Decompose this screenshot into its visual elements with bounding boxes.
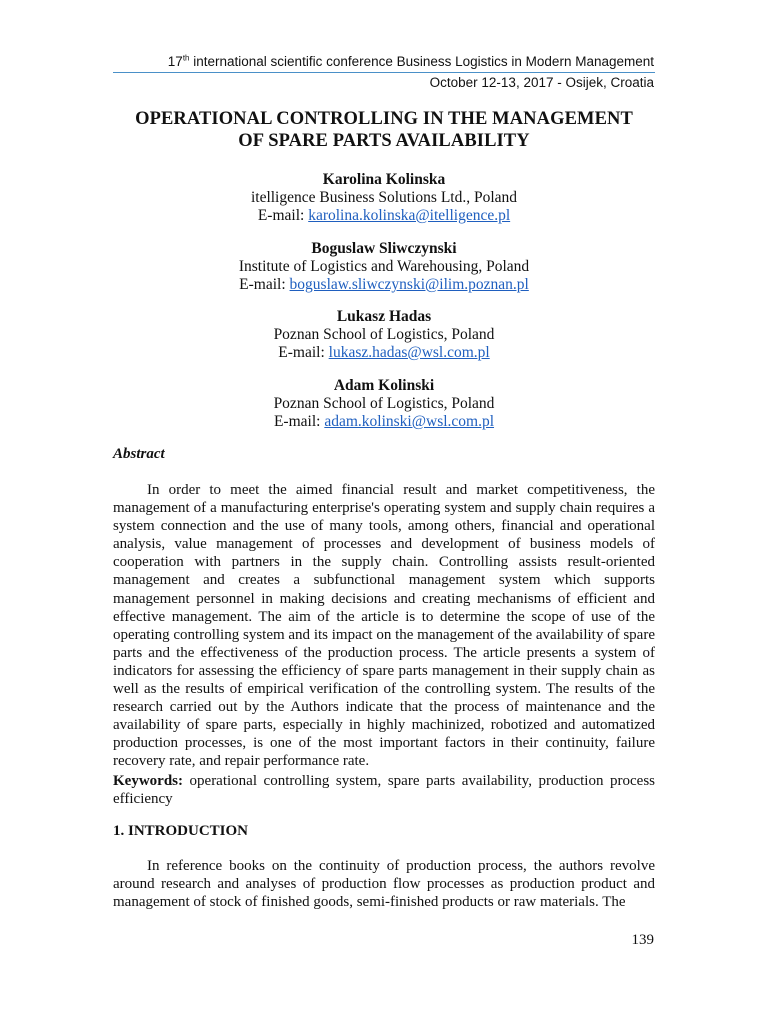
abstract-heading: Abstract xyxy=(113,446,165,462)
author-affiliation: itelligence Business Solutions Ltd., Poland xyxy=(250,189,518,206)
author-name: Adam Kolinski xyxy=(333,377,435,394)
paper-title xyxy=(113,108,655,152)
author-email-link[interactable]: lukasz.hadas@wsl.com.pl xyxy=(328,344,490,361)
author-block xyxy=(113,377,655,431)
section-heading-introduction: 1. INTRODUCTION xyxy=(113,823,249,839)
keywords-label: Keywords: xyxy=(113,773,183,789)
page-number: 139 xyxy=(631,932,654,948)
email-label: E-mail: xyxy=(257,207,309,224)
conference-name: international scientific conference Business Logistics in Modern Management xyxy=(189,54,654,69)
title-line-2: OF SPARE PARTS AVAILABILITY xyxy=(238,131,530,151)
author-email-line xyxy=(113,344,655,362)
introduction-text: In reference books on the continuity of production process, the authors revolve around research and analyses of production flow processes as production product and management of stock of finished goods, semi-finished products or raw materials. The xyxy=(113,858,655,911)
author-affiliation: Institute of Logistics and Warehousing, Poland xyxy=(238,258,530,275)
author-email-line xyxy=(113,207,655,225)
author-email-link[interactable]: karolina.kolinska@itelligence.pl xyxy=(308,207,511,224)
author-email-line xyxy=(113,276,655,294)
author-name: Boguslaw Sliwczynski xyxy=(311,240,457,257)
email-label: E-mail: xyxy=(278,344,329,361)
email-label: E-mail: xyxy=(273,413,325,430)
author-block xyxy=(113,240,655,294)
conference-header xyxy=(168,54,654,69)
title-line-1: OPERATIONAL CONTROLLING IN THE MANAGEMENT xyxy=(135,109,633,129)
header-rule xyxy=(113,72,655,73)
email-label: E-mail: xyxy=(239,276,290,293)
abstract-text: In order to meet the aimed financial result and market competitiveness, the management of a manufacturing enterprise's operating system and supply chain requires a system connection and the use of many tools, among others, financial and operational analysis, value management of processes and development of business models of cooperation with partners in the supply chain. Controlling assists result-oriented management and creates a subfunctional management system which supports management personnel in making decisions and creating mechanisms of efficient and effective management. The aim of the article is to determine the scope of use of the operating controlling system and its impact on the management of the availability of spare parts and the effectiveness of the production process. The article presents a system of indicators for assessing the efficiency of spare parts management in their supply chain as well as the results of empirical verification of the controlling system. The results of the research carried out by the Authors indicate that the process of maintenance and the availability of spare parts, especially in highly machinized, robotized and automatized production processes, is one of the most important factors in their continuity, failure recovery rate, and repair performance rate. xyxy=(113,482,655,770)
author-affiliation: Poznan School of Logistics, Poland xyxy=(273,326,495,343)
author-name: Lukasz Hadas xyxy=(336,308,432,325)
author-email-line xyxy=(113,413,655,431)
keywords-text: operational controlling system, spare parts availability, production process efficiency xyxy=(113,773,655,808)
author-name: Karolina Kolinska xyxy=(322,171,446,188)
conference-number-suffix: th xyxy=(182,53,190,63)
author-block xyxy=(113,308,655,362)
author-email-link[interactable]: adam.kolinski@wsl.com.pl xyxy=(324,413,495,430)
author-block xyxy=(113,171,655,225)
keywords xyxy=(113,772,655,808)
author-affiliation: Poznan School of Logistics, Poland xyxy=(273,395,495,412)
author-email-link[interactable]: boguslaw.sliwczynski@ilim.poznan.pl xyxy=(289,276,529,293)
conference-date-place: October 12-13, 2017 - Osijek, Croatia xyxy=(429,75,654,90)
conference-number: 17 xyxy=(167,54,183,69)
